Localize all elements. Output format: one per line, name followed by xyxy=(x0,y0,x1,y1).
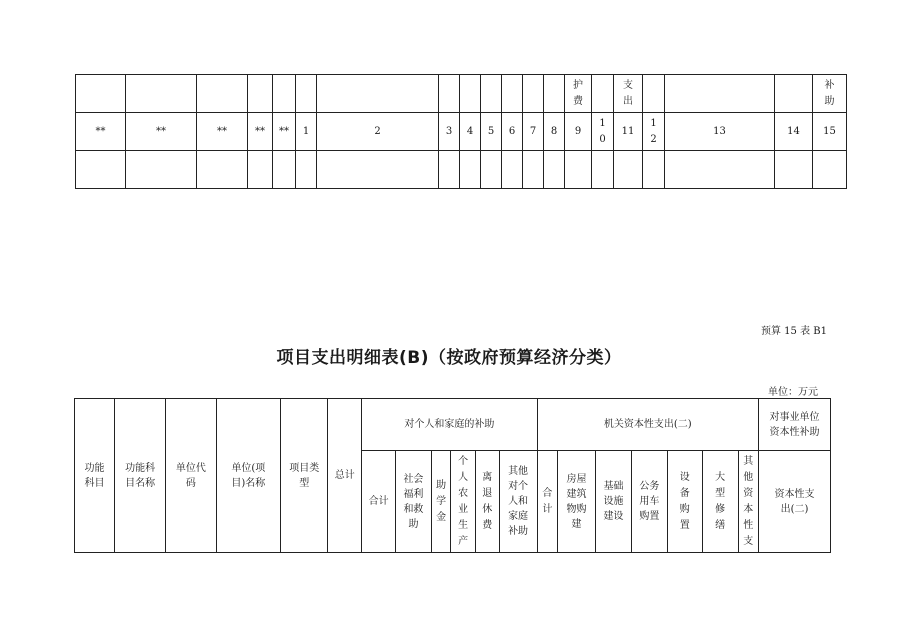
header-vehicle: 公务用车购置 xyxy=(631,451,667,553)
code-cell: 2 xyxy=(317,113,439,151)
code-cell: 10 xyxy=(592,113,614,151)
header-group-personal: 对个人和家庭的补助 xyxy=(362,399,537,451)
unit-note: 单位：万元 xyxy=(768,387,818,398)
code-cell: 9 xyxy=(565,113,592,151)
code-cell: ** xyxy=(126,113,197,151)
code-cell: 11 xyxy=(614,113,643,151)
header-other-personal: 其他对个人和家庭补助 xyxy=(499,451,537,553)
budget-form-code: 预算 15 表 B1 xyxy=(761,326,827,337)
header-student-aid: 助学金 xyxy=(431,451,450,553)
code-cell: ** xyxy=(248,113,273,151)
code-cell: 6 xyxy=(502,113,523,151)
code-cell: 3 xyxy=(439,113,460,151)
page-title: 项目支出明细表(B)（按政府预算经济分类） xyxy=(276,348,622,368)
previous-page-table xyxy=(75,74,847,189)
code-cell: 7 xyxy=(523,113,544,151)
expenditure-table xyxy=(74,398,831,553)
code-row xyxy=(76,113,847,151)
header-equipment: 设备购置 xyxy=(667,451,702,553)
header-enterprise-capital: 资本性支出(二) xyxy=(759,451,831,553)
code-cell: 8 xyxy=(544,113,565,151)
header-building: 房屋建筑物购建 xyxy=(558,451,596,553)
code-cell: 13 xyxy=(665,113,775,151)
header-major-repair: 大型修缮 xyxy=(702,451,738,553)
code-cell: ** xyxy=(197,113,248,151)
header-fragment-col12: 支出 xyxy=(614,75,643,113)
header-social-welfare: 社会福利和救助 xyxy=(396,451,432,553)
code-cell: ** xyxy=(76,113,126,151)
header-group-capital: 机关资本性支出(二) xyxy=(537,399,758,451)
header-func-subject-name: 功能科目名称 xyxy=(115,399,166,553)
header-retirement: 离退休费 xyxy=(475,451,499,553)
code-cell: 12 xyxy=(643,113,665,151)
header-infrastructure: 基础设施建设 xyxy=(596,451,632,553)
code-cell: 15 xyxy=(813,113,847,151)
header-unit-name: 单位(项目)名称 xyxy=(216,399,281,553)
code-cell: 1 xyxy=(296,113,317,151)
header-fragment-col10: 护费 xyxy=(565,75,592,113)
code-cell: 4 xyxy=(460,113,481,151)
header-fragment-col15: 补助 xyxy=(813,75,847,113)
empty-data-row xyxy=(76,151,847,189)
table-header-group-row xyxy=(75,399,831,451)
header-agri-production: 个人农业生产 xyxy=(451,451,476,553)
code-cell: 14 xyxy=(775,113,813,151)
header-other-capital: 其他资本性支 xyxy=(738,451,759,553)
header-unit-code: 单位代码 xyxy=(166,399,216,553)
header-func-subject: 功能科目 xyxy=(75,399,115,553)
header-group-enterprise: 对事业单位资本性补助 xyxy=(759,399,831,451)
header-total: 总计 xyxy=(328,399,362,553)
header-fragment-row xyxy=(76,75,847,113)
header-personal-total: 合计 xyxy=(362,451,396,553)
header-project-type: 项目类型 xyxy=(281,399,328,553)
code-cell: 5 xyxy=(481,113,502,151)
code-cell: ** xyxy=(273,113,296,151)
header-capital-total: 合计 xyxy=(537,451,558,553)
